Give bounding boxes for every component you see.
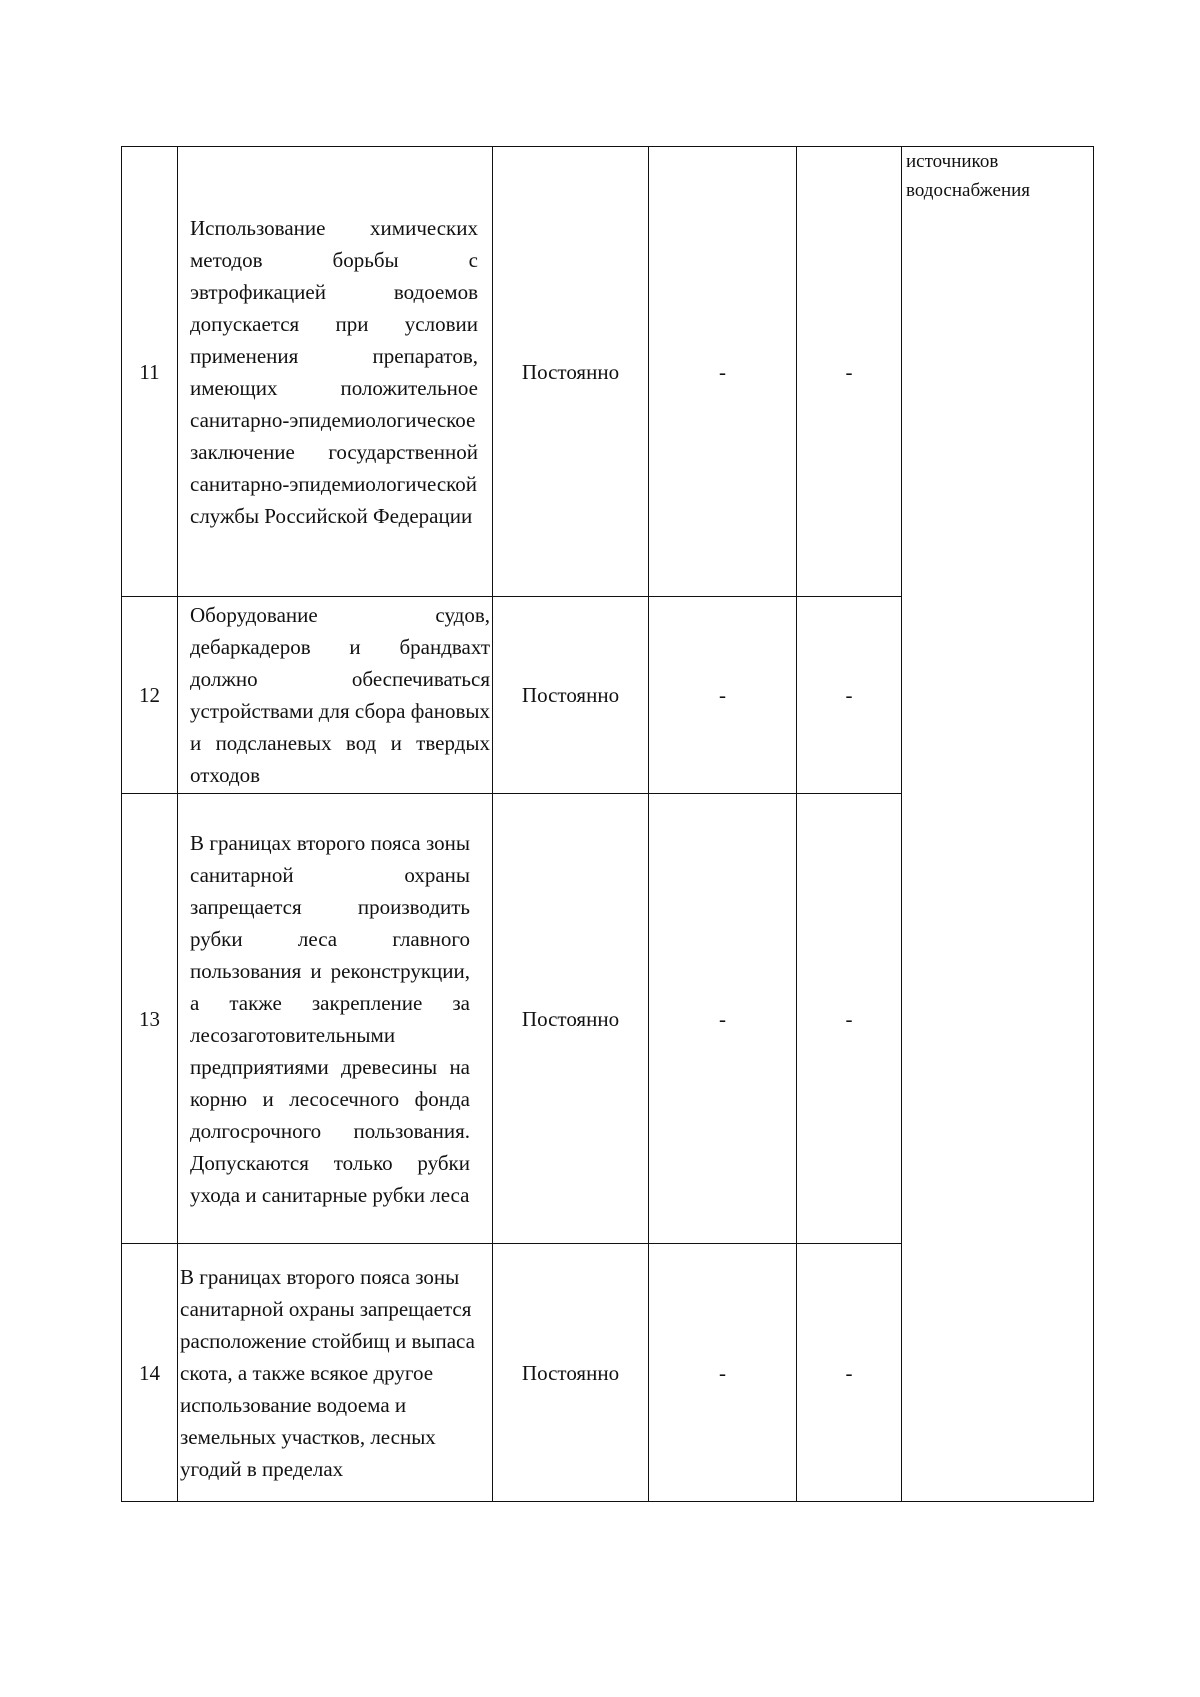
dash-cell: - bbox=[797, 597, 902, 794]
row-number: 14 bbox=[122, 1244, 178, 1502]
row-number: 11 bbox=[122, 147, 178, 597]
measure-description bbox=[178, 794, 493, 1244]
dash-cell: - bbox=[649, 147, 797, 597]
dash-cell: - bbox=[649, 794, 797, 1244]
note-text: источников водоснабжения bbox=[906, 151, 1031, 201]
term-cell: Постоянно bbox=[493, 147, 649, 597]
note-cell bbox=[902, 147, 1094, 1502]
measures-table bbox=[121, 146, 1094, 1502]
term-cell: Постоянно bbox=[493, 1244, 649, 1502]
dash-cell: - bbox=[649, 597, 797, 794]
description-text: Использование химических методов борьбы с эвтрофикацией водоемов допускается при условии применения препаратов, имеющих положительное санитарно-эпидемиологическое заключение государственной санитарно-эпидемиологической службы Российской Федерации bbox=[190, 215, 478, 528]
term-cell: Постоянно bbox=[493, 597, 649, 794]
dash-cell: - bbox=[797, 794, 902, 1244]
dash-cell: - bbox=[649, 1244, 797, 1502]
row-number: 12 bbox=[122, 597, 178, 794]
measure-description bbox=[178, 597, 493, 794]
measure-description bbox=[178, 147, 493, 597]
term-cell: Постоянно bbox=[493, 794, 649, 1244]
description-text: В границах второго пояса зоны санитарной охраны запрещается производить рубки леса главного пользования и реконструкции, а также закрепление за лесозаготовительными предприятиями древесины на корню и лесосечного фонда долгосрочного пользования. Допускаются только рубки ухода и санитарные рубки леса bbox=[190, 830, 470, 1207]
description-text: В границах второго пояса зоны санитарной охраны запрещается расположение стойбищ и выпаса скота, а также всякое другое использование водоема и земельных участков, лесных угодий в пределах bbox=[180, 1264, 475, 1481]
description-text: Оборудование судов, дебаркадеров и брандвахт должно обеспечиваться устройствами для сбора фановых и подсланевых вод и твердых отходов bbox=[190, 603, 490, 787]
dash-cell: - bbox=[797, 1244, 902, 1502]
row-number: 13 bbox=[122, 794, 178, 1244]
dash-cell: - bbox=[797, 147, 902, 597]
table-row bbox=[122, 147, 1094, 597]
measure-description bbox=[178, 1244, 493, 1502]
